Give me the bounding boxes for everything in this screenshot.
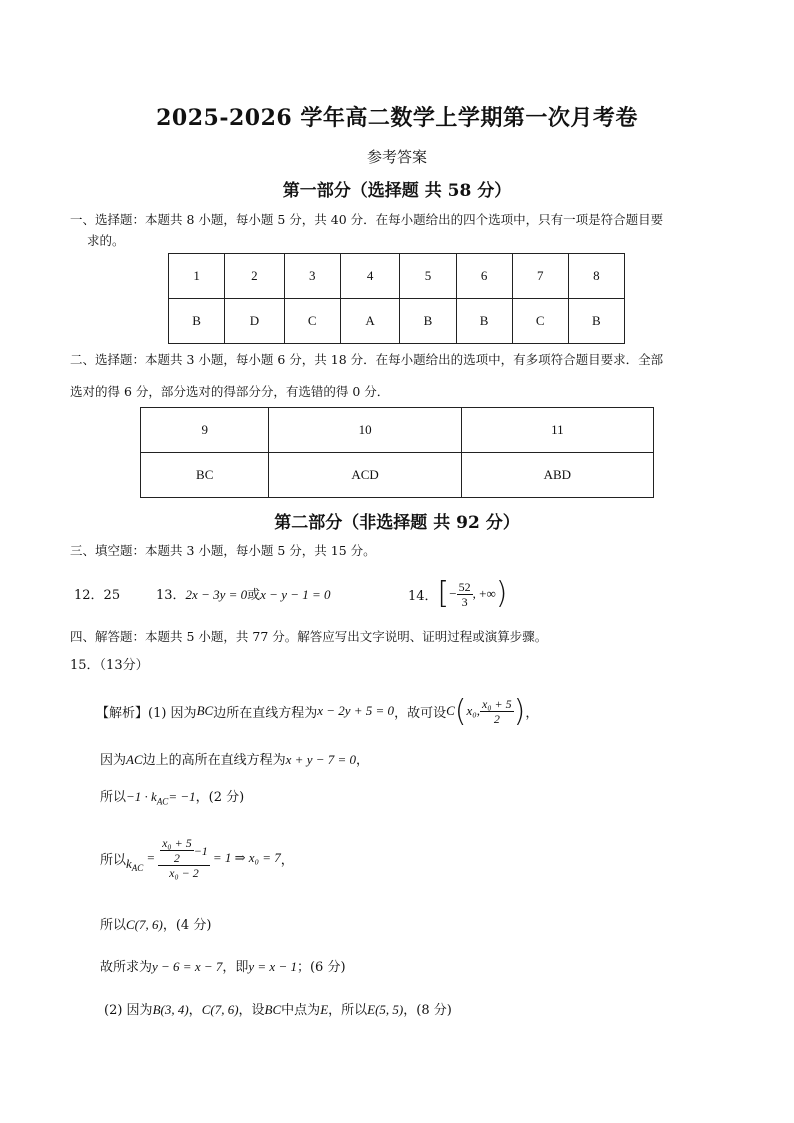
page-subtitle: 参考答案: [366, 148, 427, 166]
text: ，即: [222, 960, 249, 975]
math: −1 · k: [126, 789, 157, 804]
math: C(7, 6): [126, 917, 163, 932]
section4-intro: 四、解答题：本题共 5 小题，共 77 分。解答应写出文字说明、证明过程或演算步骤。: [70, 629, 548, 644]
inner-numerator: x₀ + 5: [162, 836, 192, 850]
table-cell: 9: [141, 408, 269, 453]
math: C(7, 6): [201, 1002, 239, 1017]
math: y − 6 = x − 7: [152, 959, 223, 974]
table-cell: 11: [461, 408, 653, 453]
paren: (: [454, 693, 467, 729]
math: BC: [196, 703, 214, 718]
q14-label: 14．: [408, 588, 438, 604]
answer-table-1-answer-row: [169, 299, 625, 344]
answer-table-1-question-row: [169, 254, 625, 299]
text: 边所在直线方程为: [213, 705, 318, 721]
table-cell: 7: [512, 254, 568, 299]
text: ，所以: [328, 1003, 368, 1018]
compound-numerator: [158, 836, 210, 866]
table-cell: 5: [400, 254, 456, 299]
math: x + y − 7 = 0: [285, 752, 357, 767]
text: 所以: [100, 918, 127, 933]
table-cell: 8: [568, 254, 624, 299]
text: ，: [280, 852, 294, 868]
text: 因为: [100, 753, 127, 768]
q15-label: 15．（13分）: [70, 658, 149, 673]
math: BC: [264, 1002, 282, 1017]
math: E(5, 5): [367, 1002, 404, 1017]
section3-intro: 三、填空题：本题共 3 小题，每小题 5 分，共 15 分。: [70, 543, 376, 558]
text: ，: [188, 1003, 202, 1018]
math: = −1: [168, 789, 196, 804]
solution-line-3: [100, 786, 244, 807]
text: ，设: [238, 1003, 265, 1018]
math: =: [146, 850, 156, 865]
answer-table-2: [140, 407, 654, 498]
denominator: 2: [493, 711, 500, 726]
subscript: AC: [131, 863, 144, 873]
page-title: 2025-2026 学年高二数学上学期第一次月考卷: [156, 105, 638, 131]
table-cell: B: [456, 299, 512, 344]
math: B(3, 4): [152, 1002, 189, 1017]
q12-answer: [74, 584, 120, 603]
q12-label: 12．: [74, 588, 104, 603]
inner-fraction: [160, 836, 194, 865]
q14-tail: , +∞: [472, 586, 496, 601]
text: ，(4 分): [162, 918, 212, 933]
answer-table-2-question-row: [141, 408, 654, 453]
q14-fraction: [457, 580, 473, 609]
table-cell: D: [225, 299, 285, 344]
table-cell: 10: [269, 408, 461, 453]
inner-denominator: 2: [173, 851, 180, 865]
table-cell: BC: [141, 453, 269, 498]
table-cell: 3: [284, 254, 340, 299]
table-cell: 2: [225, 254, 285, 299]
section2-intro-line1: 二、选择题：本题共 3 小题，每小题 6 分，共 18 分．在每小题给出的选项中，有多项符合题目要求．全部: [70, 352, 664, 367]
text: ，: [525, 705, 539, 721]
table-cell: B: [169, 299, 225, 344]
text: ，(2 分): [195, 790, 245, 805]
q14-right-bracket: ): [495, 576, 508, 611]
solution-line-6: [100, 956, 346, 975]
text: 【解析】(1) 因为: [96, 705, 197, 721]
table-cell: C: [512, 299, 568, 344]
q12-value: 25: [103, 588, 121, 603]
q13-or: 或: [247, 588, 261, 603]
fraction: [480, 697, 514, 726]
table-cell: 4: [340, 254, 400, 299]
compound-fraction: [158, 836, 210, 880]
answer-table-1: [168, 253, 625, 344]
q13-answer: [156, 584, 331, 603]
table-cell: 1: [169, 254, 225, 299]
math: = 1 ⇒ x₀ = 7: [212, 850, 281, 865]
solution-line-4: [100, 826, 294, 890]
section2-intro-line2: 选对的得 6 分，部分选对的得部分分，有选错的得 0 分．: [70, 384, 390, 399]
answer-table-2-answer-row: [141, 453, 654, 498]
text: ；(6 分): [296, 960, 346, 975]
q13-eq1: 2x − 3y = 0: [185, 587, 248, 602]
text: ，故可设: [394, 705, 447, 721]
math: C: [446, 703, 455, 718]
inner-tail: −1: [193, 843, 208, 858]
text: ，: [356, 753, 370, 768]
q14-denominator: 3: [461, 594, 468, 609]
text: 所以: [100, 790, 127, 805]
solution-line-7: [104, 999, 452, 1018]
text: ，(8 分): [403, 1003, 452, 1018]
q13-eq2: x − y − 1 = 0: [260, 587, 331, 602]
math: x₀,: [466, 703, 481, 718]
q14-minus: −: [449, 586, 457, 601]
table-cell: B: [400, 299, 456, 344]
math: k: [126, 856, 132, 871]
math: x − 2y + 5 = 0: [317, 703, 395, 718]
table-cell: B: [568, 299, 624, 344]
q14-answer: [408, 574, 507, 614]
table-cell: ABD: [461, 453, 653, 498]
part1-heading: 第一部分（选择题 共 58 分）: [282, 181, 512, 201]
solution-line-2: [100, 749, 369, 768]
table-cell: C: [284, 299, 340, 344]
table-cell: ACD: [269, 453, 461, 498]
table-cell: A: [340, 299, 400, 344]
text: (2) 因为: [104, 1003, 153, 1018]
part2-heading: 第二部分（非选择题 共 92 分）: [274, 513, 520, 533]
section1-intro-line2: 求的。: [87, 233, 125, 248]
subscript: AC: [156, 796, 169, 807]
text: 边上的高所在直线方程为: [142, 753, 286, 768]
q14-left-bracket: [: [437, 576, 450, 611]
table-cell: 6: [456, 254, 512, 299]
math: E: [320, 1002, 329, 1017]
solution-line-5: [100, 914, 211, 933]
math: y = x − 1: [248, 959, 297, 974]
paren: ): [513, 693, 526, 729]
q14-numerator: 52: [458, 579, 471, 594]
solution-line-1: [96, 689, 538, 733]
numerator: x₀ + 5: [482, 696, 512, 711]
text: 故所求为: [100, 960, 153, 975]
math: AC: [126, 752, 143, 767]
compound-denominator: x₀ − 2: [169, 866, 199, 880]
text: 所以: [100, 852, 127, 868]
q13-label: 13．: [156, 588, 186, 603]
text: 中点为: [281, 1003, 321, 1018]
section1-intro-line1: 一、选择题：本题共 8 小题，每小题 5 分，共 40 分．在每小题给出的四个选项中，只有一项是符合题目要: [70, 212, 664, 227]
